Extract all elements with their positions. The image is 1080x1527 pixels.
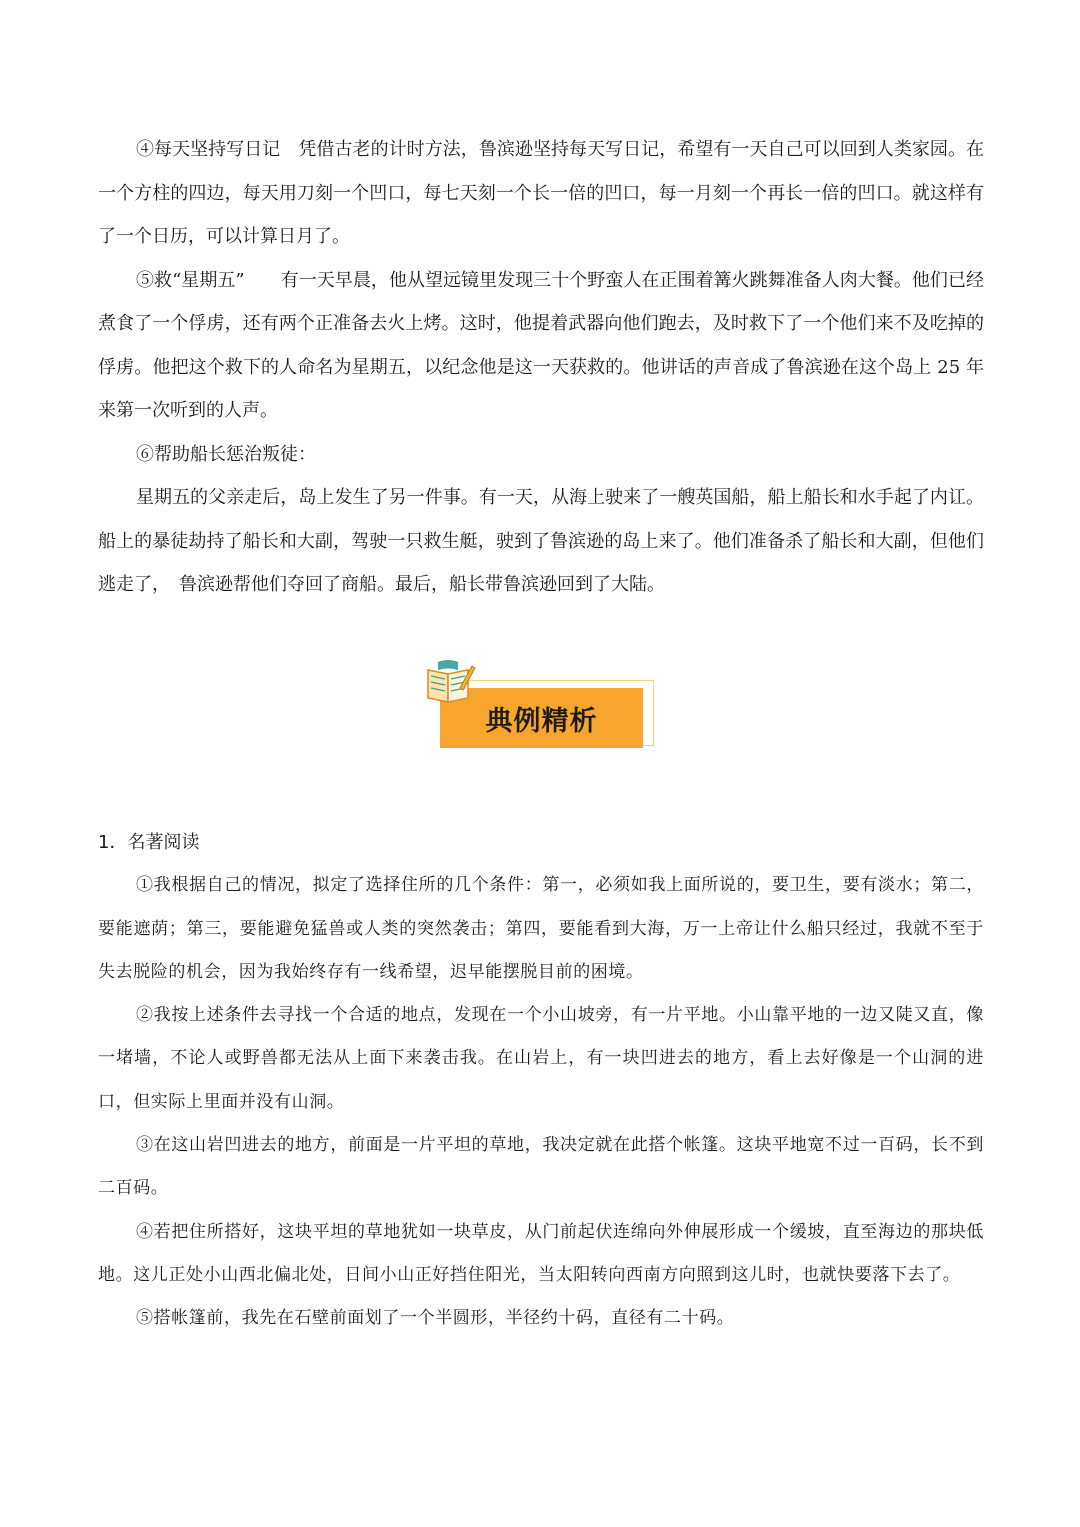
- exercise-heading: 1．名著阅读: [98, 832, 200, 853]
- section-banner: [424, 658, 656, 754]
- robinson-summary-section: [98, 128, 984, 607]
- paragraph-captain-heading: ⑥帮助船长惩治叛徒：: [136, 443, 316, 465]
- book-icon: [424, 658, 476, 704]
- banner-title: 典例精析: [440, 688, 643, 748]
- exercise-paragraph-5: ⑤搭帐篷前，我先在石壁前面划了一个半圆形，半径约十码，直径有二十码。: [136, 1308, 735, 1329]
- exercise-paragraph-4: ④若把住所搭好，这块平坦的草地犹如一块草皮，从门前起伏连绵向外伸展形成一个缓坡，直至海边的那块低地。这儿正处小山西北偏北处，日间小山正好挡住阳光，当太阳转向西南方向照到这儿时，也就快要落下去了。: [98, 1221, 984, 1285]
- reading-exercise-section: [98, 821, 984, 1341]
- exercise-paragraph-3: ③在这山岩凹进去的地方，前面是一片平坦的草地，我决定就在此搭个帐篷。这块平地宽不过一百码，长不到二百码。: [98, 1135, 984, 1199]
- exercise-paragraph-2: ②我按上述条件去寻找一个合适的地点，发现在一个小山坡旁，有一片平地。小山靠平地的一边又陡又直，像一堵墙，不论人或野兽都无法从上面下来袭击我。在山岩上，有一块凹进去的地方，看上去好像是一个山洞的进口，但实际上里面并没有山洞。: [98, 1005, 984, 1112]
- paragraph-diary: ④每天坚持写日记 凭借古老的计时方法，鲁滨逊坚持每天写日记，希望有一天自己可以回到人类家园。在一个方柱的四边，每天用刀刻一个凹口，每七天刻一个长一倍的凹口，每一月刻一个再长一倍的凹口。就这样有了一个日历，可以计算日月了。: [98, 139, 984, 247]
- paragraph-captain: 星期五的父亲走后，岛上发生了另一件事。有一天，从海上驶来了一艘英国船，船上船长和水手起了内讧。船上的暴徒劫持了船长和大副，驾驶一只救生艇，驶到了鲁滨逊的岛上来了。他们准备杀了船长和大副，但他们逃走了， 鲁滨逊帮他们夺回了商船。最后，船长带鲁滨逊回到了大陆。: [98, 487, 984, 595]
- paragraph-friday: ⑤救“星期五” 有一天早晨，他从望远镜里发现三十个野蛮人在正围着篝火跳舞准备人肉大餐。他们已经煮食了一个俘虏，还有两个正准备去火上烤。这时，他提着武器向他们跑去，及时救下了一个他们来不及吃掉的俘虏。他把这个救下的人命名为星期五，以纪念他是这一天获救的。他讲话的声音成了鲁滨逊在这个岛上 25 年来第一次听到的人声。: [98, 269, 984, 421]
- exercise-paragraph-1: ①我根据自己的情况，拟定了选择住所的几个条件：第一，必须如我上面所说的，要卫生，要有淡水；第二，要能遮荫；第三，要能避免猛兽或人类的突然袭击；第四，要能看到大海，万一上帝让什么船只经过，我就不至于失去脱险的机会，因为我始终存有一线希望，迟早能摆脱目前的困境。: [98, 875, 984, 982]
